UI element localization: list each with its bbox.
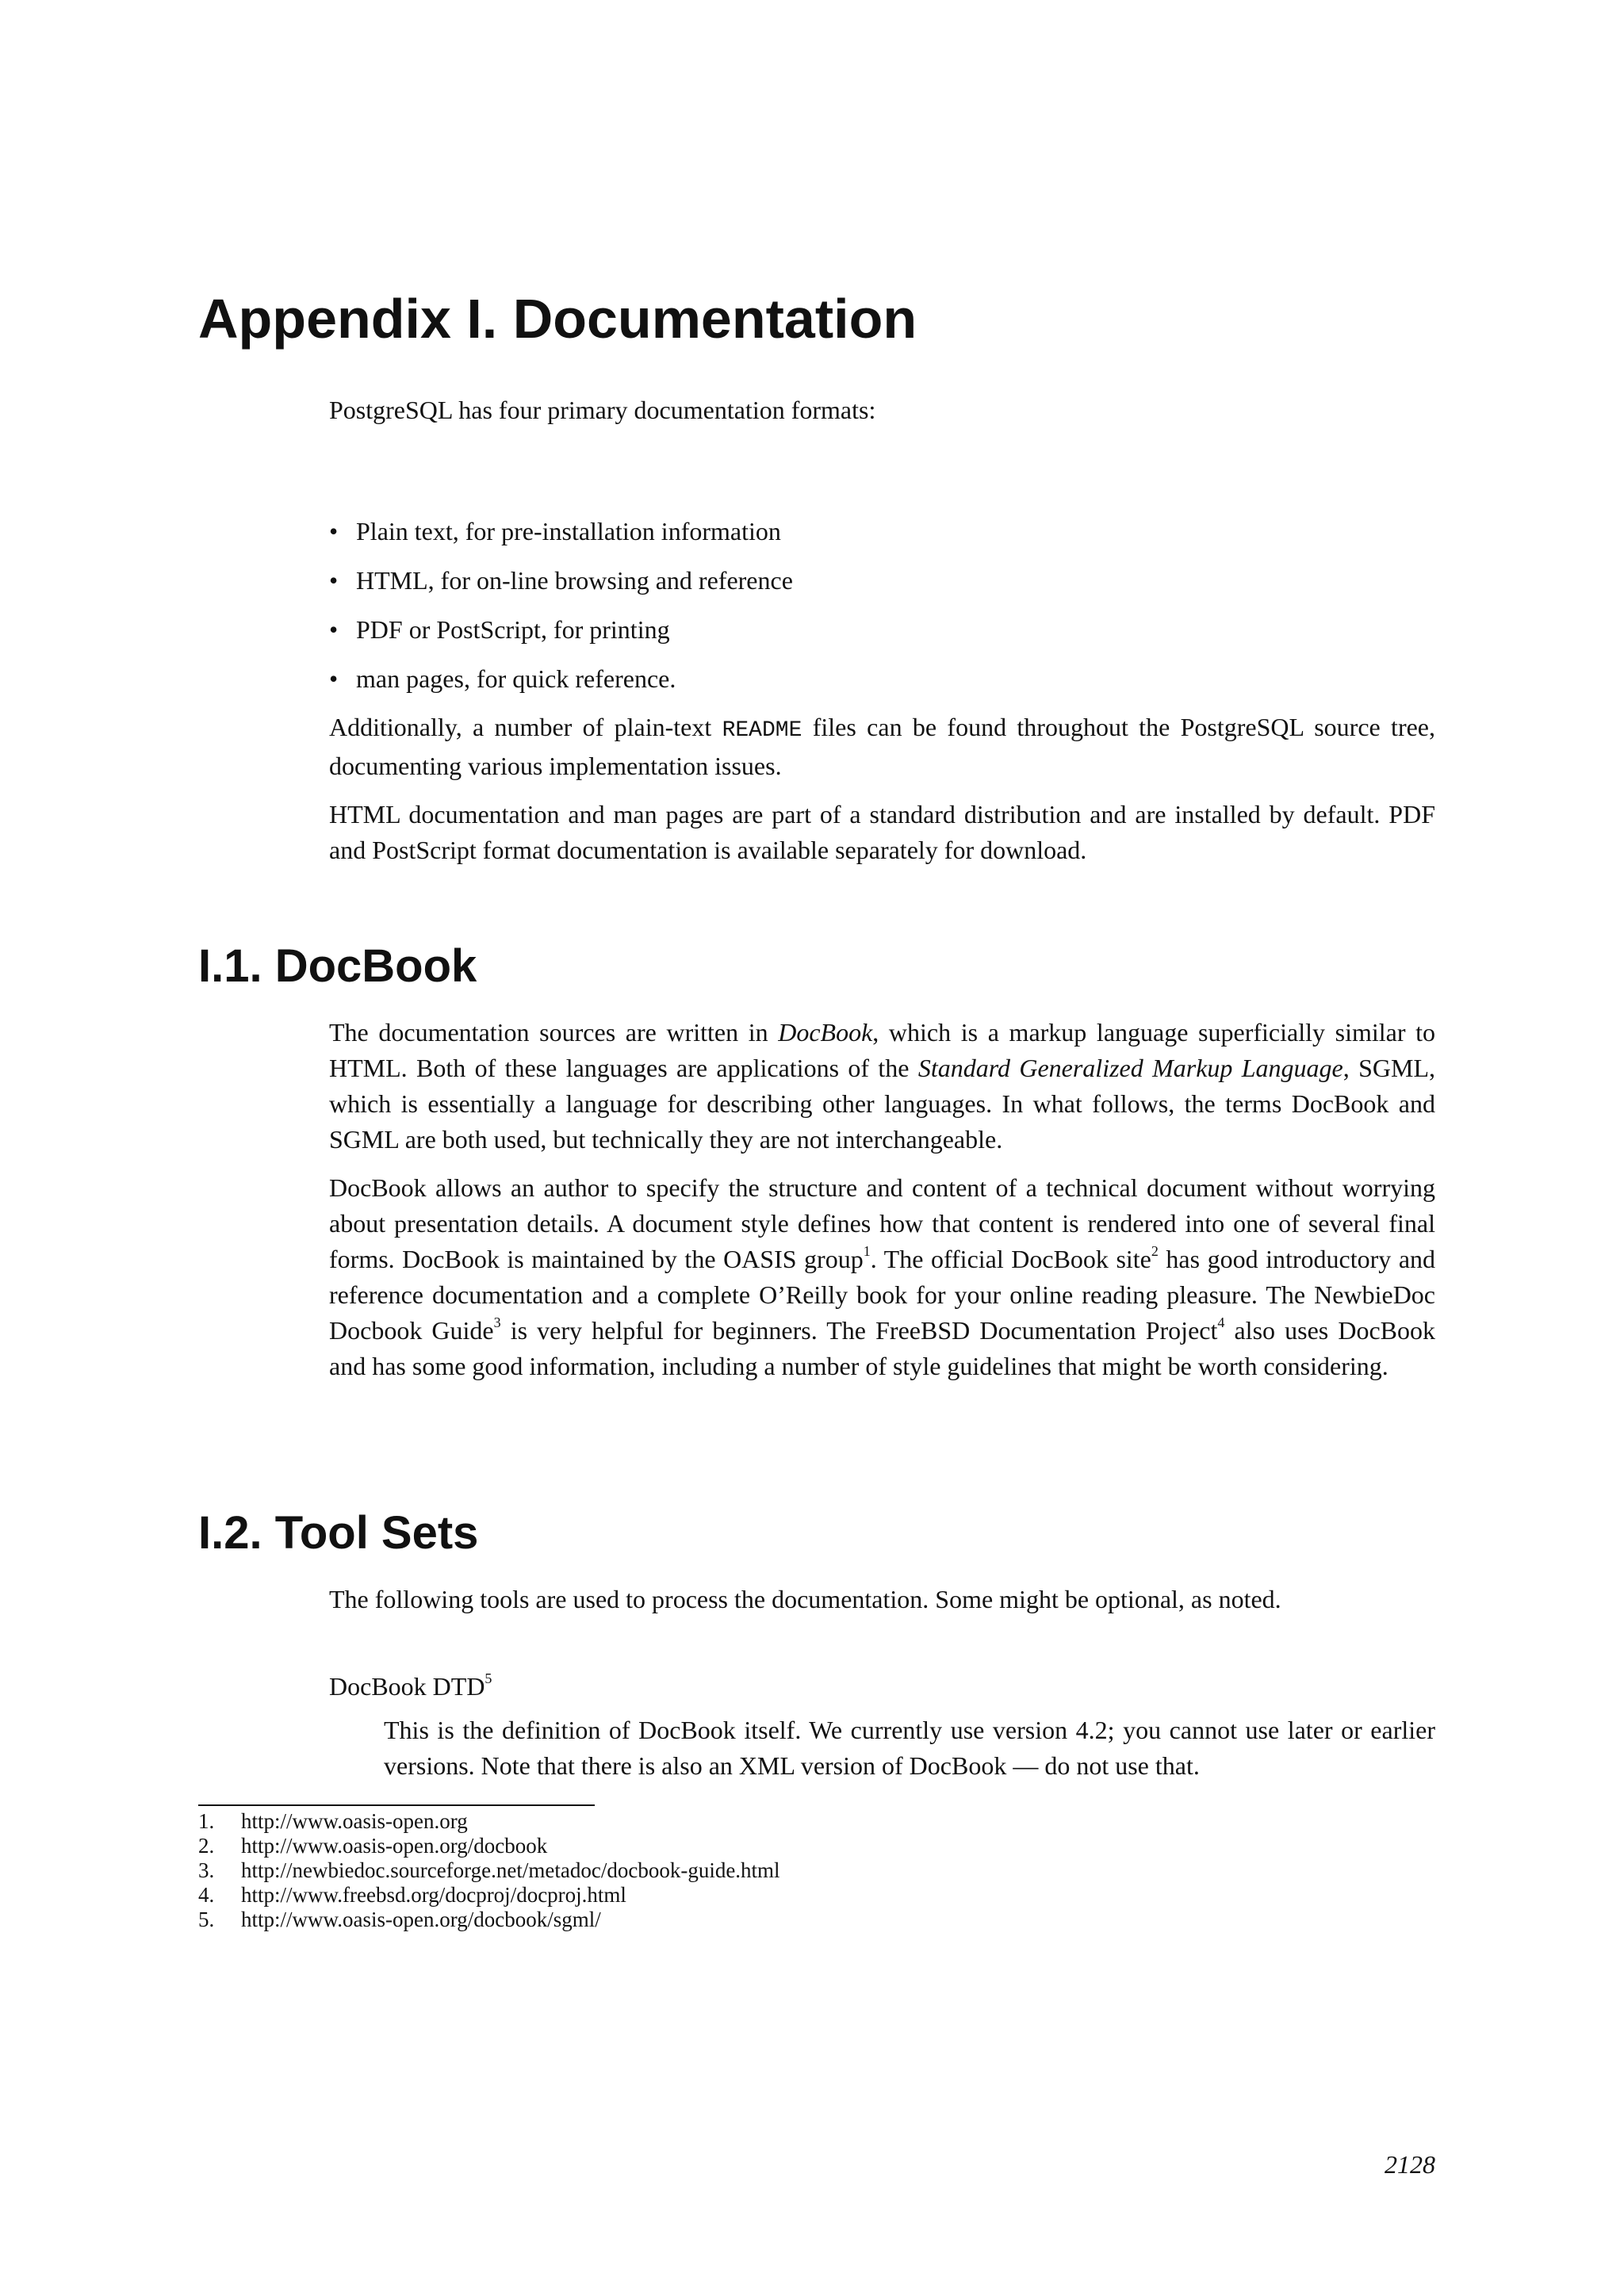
tool-sets-section-title: I.2. Tool Sets bbox=[198, 1507, 479, 1559]
list-item bbox=[329, 514, 1435, 563]
format-plain-text: Plain text, for pre-installation information bbox=[356, 517, 781, 545]
distribution-paragraph: HTML documentation and man pages are part of a standard distribution and are installed by default. PDF and PostScript format documentation is available separately for download. bbox=[329, 800, 1435, 864]
sgml-full-name: Standard Generalized Markup Language bbox=[917, 1054, 1343, 1082]
docbook-text-middle: , which is a markup language superficially similar to HTML. Both of these languages are applications of the bbox=[329, 1018, 1435, 1082]
docbook-dtd-link[interactable]: DocBook DTD bbox=[329, 1672, 485, 1701]
docbook-dtd-term bbox=[329, 1669, 492, 1705]
footnote-number: 2. bbox=[198, 1834, 215, 1858]
tool-sets-description: The following tools are used to process the documentation. Some might be optional, as noted. bbox=[329, 1585, 1281, 1613]
docbook-paragraph-one bbox=[329, 1015, 1435, 1158]
footnote-reference-3: 3 bbox=[493, 1314, 501, 1330]
format-html: HTML, for on-line browsing and reference bbox=[356, 566, 793, 595]
bullet-icon: • bbox=[329, 566, 339, 595]
footnote-number: 1. bbox=[198, 1809, 215, 1833]
bullet-icon: • bbox=[329, 615, 339, 644]
page-number: 2128 bbox=[1385, 2150, 1435, 2179]
readme-text-before: Additionally, a number of plain-text bbox=[329, 713, 722, 741]
footnote-item bbox=[198, 1883, 1150, 1908]
official-docbook-site-link[interactable]: official DocBook site bbox=[930, 1245, 1151, 1273]
readme-paragraph bbox=[329, 710, 1435, 784]
footnote-divider bbox=[198, 1804, 595, 1806]
tool-sets-intro bbox=[329, 1582, 1435, 1617]
formats-intro: PostgreSQL has four primary documentation formats: bbox=[329, 396, 876, 424]
list-item bbox=[329, 563, 1435, 612]
footnote-item bbox=[198, 1809, 1150, 1834]
docbook-p2-start: DocBook allows an author to specify the structure and content of a technical document without worrying about presentation details. A document style defines how that content is rendered into one of several final forms. DocBook is maintained by the bbox=[329, 1173, 1435, 1273]
list-item bbox=[329, 661, 1435, 710]
footnote-item bbox=[198, 1858, 1150, 1883]
footnote-reference-5: 5 bbox=[485, 1670, 492, 1686]
newbiedoc-guide-link[interactable]: NewbieDoc Docbook Guide bbox=[329, 1280, 1435, 1345]
documentation-formats-list bbox=[329, 514, 1435, 710]
docbook-p2-after-oasis: . The bbox=[870, 1245, 931, 1273]
readme-text-after: files can be found throughout the PostgreSQL source tree, documenting various implementation issues. bbox=[329, 713, 1436, 780]
docbook-p2-after-newbie: is very helpful for beginners. The bbox=[500, 1316, 876, 1345]
bullet-icon: • bbox=[329, 517, 339, 545]
bullet-icon: • bbox=[329, 664, 339, 693]
footnote-reference-1: 1 bbox=[863, 1243, 871, 1259]
docbook-dtd-definition bbox=[384, 1712, 1435, 1784]
footnote-number: 5. bbox=[198, 1908, 215, 1931]
docbook-p2-after-official: has good introductory and reference documentation and a complete O’Reilly book for your online reading pleasure. The bbox=[329, 1245, 1436, 1309]
list-item bbox=[329, 612, 1435, 661]
docbook-text-end: , SGML, which is essentially a language for describing other languages. In what follows, the terms DocBook and SGML are both used, but technically they are not interchangeable. bbox=[329, 1054, 1436, 1154]
docbook-paragraph-two bbox=[329, 1170, 1435, 1384]
docbook-dtd-description: This is the definition of DocBook itself. We currently use version 4.2; you cannot use later or earlier versions. Note that there is also an XML version of DocBook — do not use that. bbox=[384, 1716, 1435, 1780]
footnote-url[interactable]: http://www.freebsd.org/docproj/docproj.html bbox=[241, 1883, 626, 1907]
footnote-url[interactable]: http://www.oasis-open.org/docbook/sgml/ bbox=[241, 1908, 601, 1931]
footnotes-list bbox=[198, 1809, 1150, 1932]
footnote-item bbox=[198, 1834, 1150, 1858]
footnote-number: 4. bbox=[198, 1883, 215, 1907]
docbook-term: DocBook bbox=[778, 1018, 873, 1047]
docbook-section-title: I.1. DocBook bbox=[198, 940, 477, 992]
freebsd-documentation-project-link[interactable]: FreeBSD Documentation Project bbox=[875, 1316, 1218, 1345]
introductory-paragraph bbox=[329, 392, 1435, 428]
footnote-url[interactable]: http://www.oasis-open.org bbox=[241, 1809, 468, 1833]
footnote-number: 3. bbox=[198, 1858, 215, 1882]
footnote-reference-4: 4 bbox=[1217, 1314, 1225, 1330]
footnote-reference-2: 2 bbox=[1151, 1243, 1159, 1259]
format-man-pages: man pages, for quick reference. bbox=[356, 664, 676, 693]
footnote-url[interactable]: http://newbiedoc.sourceforge.net/metadoc/docbook-guide.html bbox=[241, 1858, 780, 1882]
format-pdf-postscript: PDF or PostScript, for printing bbox=[356, 615, 670, 644]
docbook-text-start: The documentation sources are written in bbox=[329, 1018, 779, 1047]
docbook-section-body bbox=[329, 1015, 1435, 1397]
docbook-p2-end: also uses DocBook and has some good information, including a number of style guidelines that might be worth considering. bbox=[329, 1316, 1436, 1380]
footnote-item bbox=[198, 1908, 1150, 1932]
readme-code: README bbox=[722, 718, 802, 743]
footnote-url[interactable]: http://www.oasis-open.org/docbook bbox=[241, 1834, 548, 1858]
format-notes bbox=[329, 710, 1435, 881]
appendix-title: Appendix I. Documentation bbox=[198, 288, 917, 350]
oasis-group-link[interactable]: OASIS group bbox=[723, 1245, 864, 1273]
